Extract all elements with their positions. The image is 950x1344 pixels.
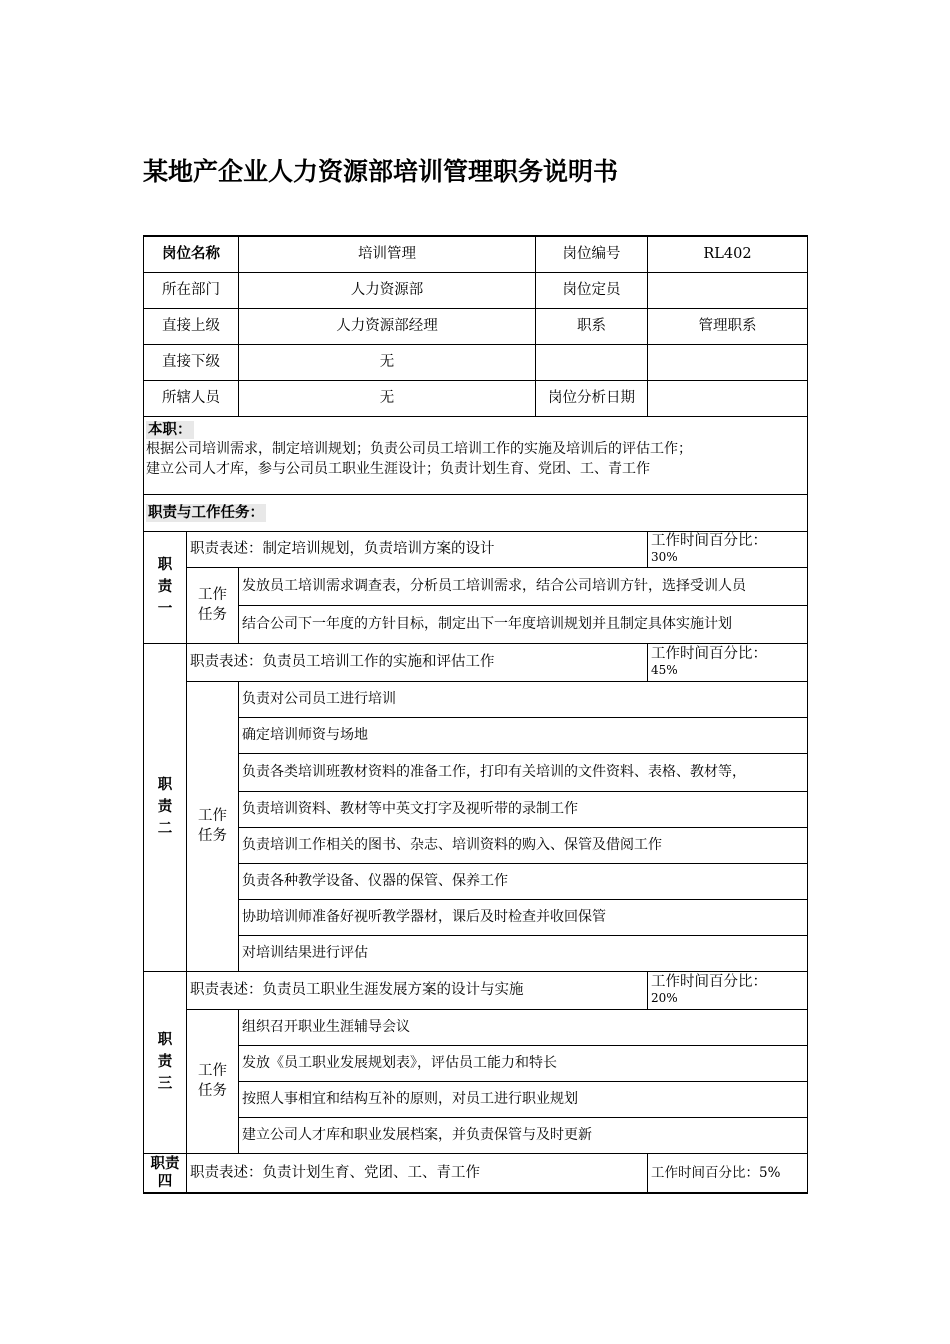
task-row <box>144 567 808 605</box>
info-label: 所辖人员 <box>144 380 239 416</box>
task-row <box>144 863 808 899</box>
task-label: 工作任务 <box>187 681 239 971</box>
task-item: 组织召开职业生涯辅导会议 <box>239 1009 808 1045</box>
task-row <box>144 791 808 827</box>
info-value: 人力资源部经理 <box>239 308 536 344</box>
info-label: 所在部门 <box>144 272 239 308</box>
pct-label: 工作时间百分比： <box>651 974 767 990</box>
info-row <box>144 344 808 380</box>
duty-desc-row <box>144 971 808 1009</box>
info-value: RL402 <box>648 236 808 272</box>
info-value: 人力资源部 <box>239 272 536 308</box>
info-value: 无 <box>239 380 536 416</box>
task-row <box>144 753 808 791</box>
task-item: 负责培训工作相关的图书、杂志、培训资料的购入、保管及借阅工作 <box>239 827 808 863</box>
task-row <box>144 827 808 863</box>
task-row <box>144 717 808 753</box>
task-item: 负责培训资料、教材等中英文打字及视听带的录制工作 <box>239 791 808 827</box>
job-description-table <box>143 235 808 1194</box>
info-value: 培训管理 <box>239 236 536 272</box>
task-row <box>144 1081 808 1117</box>
task-row <box>144 605 808 643</box>
task-item: 按照人事相宜和结构互补的原则，对员工进行职业规划 <box>239 1081 808 1117</box>
duty-desc: 职责表述：负责员工培训工作的实施和评估工作 <box>187 643 648 681</box>
duty-label <box>144 643 187 971</box>
duty-label-text: 职责一 <box>157 557 173 617</box>
pct-label: 工作时间百分比： <box>651 533 767 549</box>
task-row <box>144 1045 808 1081</box>
pct-value: 30% <box>651 550 678 564</box>
duty-desc: 职责表述：制定培训规划，负责培训方案的设计 <box>187 531 648 567</box>
task-item: 协助培训师准备好视听教学器材，课后及时检查并收回保管 <box>239 899 808 935</box>
duty-label <box>144 1153 187 1193</box>
task-item: 确定培训师资与场地 <box>239 717 808 753</box>
info-row <box>144 308 808 344</box>
duty-desc-row <box>144 531 808 567</box>
duty-desc: 职责表述：负责员工职业生涯发展方案的设计与实施 <box>187 971 648 1009</box>
task-item: 建立公司人才库和职业发展档案，并负责保管与及时更新 <box>239 1117 808 1153</box>
summary-row <box>144 416 808 494</box>
duty-label <box>144 971 187 1153</box>
info-value <box>648 380 808 416</box>
info-value <box>648 344 808 380</box>
task-item: 结合公司下一年度的方针目标，制定出下一年度培训规划并且制定具体实施计划 <box>239 605 808 643</box>
summary-line: 建立公司人才库，参与公司员工职业生涯设计；负责计划生育、党团、工、青工作 <box>146 460 650 477</box>
task-row <box>144 1009 808 1045</box>
info-value: 无 <box>239 344 536 380</box>
duty-label-text: 职责三 <box>157 1032 173 1092</box>
info-row <box>144 380 808 416</box>
info-value <box>648 272 808 308</box>
duty-pct: 工作时间百分比：5% <box>648 1153 808 1193</box>
duty-pct <box>648 643 808 681</box>
info-label: 直接上级 <box>144 308 239 344</box>
duty-label <box>144 531 187 643</box>
duty-desc: 职责表述：负责计划生育、党团、工、青工作 <box>187 1153 648 1193</box>
info-label: 岗位分析日期 <box>536 380 648 416</box>
task-row <box>144 899 808 935</box>
task-item: 负责对公司员工进行培训 <box>239 681 808 717</box>
duty-label-text: 职责四 <box>150 1155 180 1190</box>
duty-label-text: 职责二 <box>157 777 173 837</box>
task-row <box>144 681 808 717</box>
task-label: 工作任务 <box>187 567 239 643</box>
duties-heading: 职责与工作任务： <box>148 504 264 521</box>
document-title: 某地产企业人力资源部培训管理职务说明书 <box>143 157 619 186</box>
duty-pct <box>648 531 808 567</box>
info-label: 直接下级 <box>144 344 239 380</box>
pct-value: 45% <box>651 663 678 677</box>
info-label <box>536 344 648 380</box>
summary-cell <box>144 416 808 494</box>
duties-heading-cell <box>144 494 808 531</box>
info-label: 职系 <box>536 308 648 344</box>
pct-label: 工作时间百分比： <box>651 646 767 662</box>
task-item: 负责各类培训班教材资料的准备工作，打印有关培训的文件资料、表格、教材等， <box>239 753 808 791</box>
pct-value: 20% <box>651 991 678 1005</box>
task-row <box>144 1117 808 1153</box>
info-value: 管理职系 <box>648 308 808 344</box>
task-label: 工作任务 <box>187 1009 239 1153</box>
info-label: 岗位名称 <box>144 236 239 272</box>
task-item: 负责各种教学设备、仪器的保管、保养工作 <box>239 863 808 899</box>
duty-desc-row <box>144 1153 808 1193</box>
duty-desc-row <box>144 643 808 681</box>
info-row <box>144 272 808 308</box>
info-label: 岗位编号 <box>536 236 648 272</box>
duties-heading-row <box>144 494 808 531</box>
info-label: 岗位定员 <box>536 272 648 308</box>
summary-heading: 本职： <box>148 421 192 438</box>
summary-line: 根据公司培训需求，制定培训规划；负责公司员工培训工作的实施及培训后的评估工作； <box>146 440 692 457</box>
task-item: 对培训结果进行评估 <box>239 935 808 971</box>
task-item: 发放员工培训需求调查表，分析员工培训需求，结合公司培训方针，选择受训人员 <box>239 567 808 605</box>
duty-pct <box>648 971 808 1009</box>
task-item: 发放《员工职业发展规划表》，评估员工能力和特长 <box>239 1045 808 1081</box>
info-row <box>144 236 808 272</box>
task-row <box>144 935 808 971</box>
